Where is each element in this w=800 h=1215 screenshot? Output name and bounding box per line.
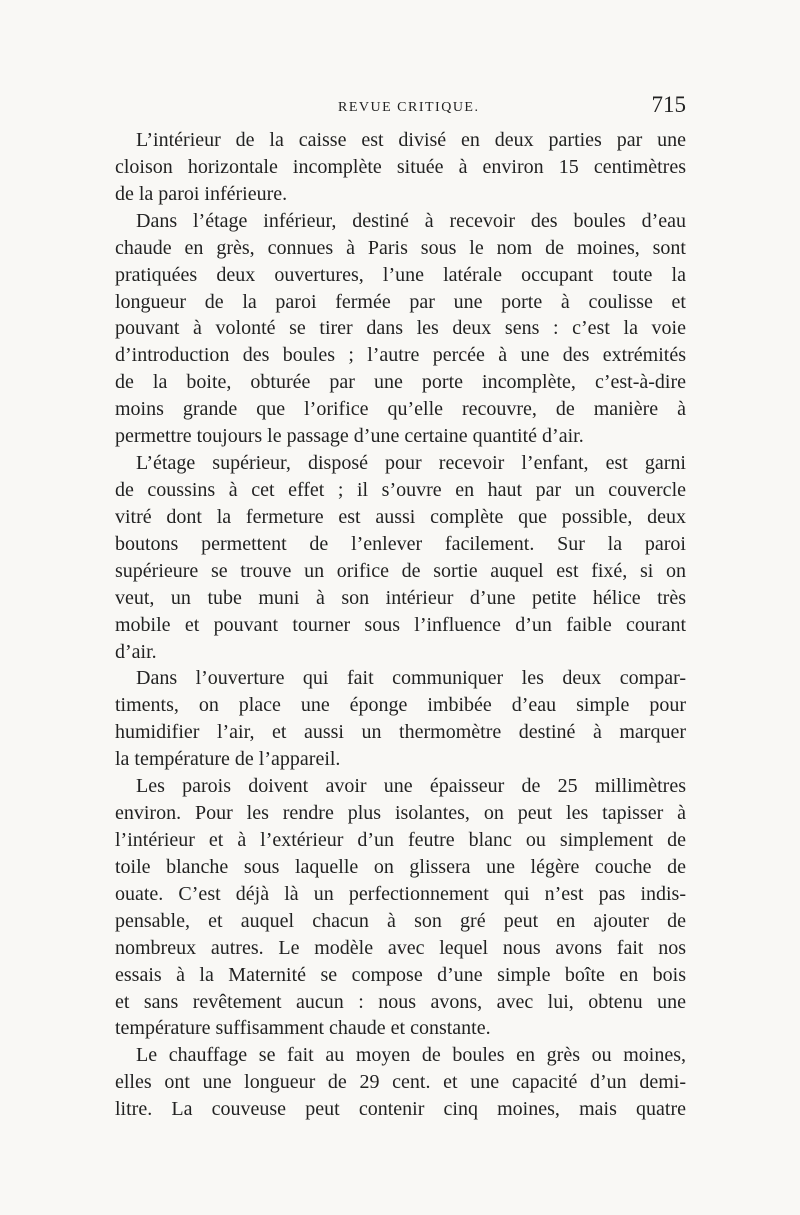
text-line: de la boite, obturée par une porte incomplète, c’est-à-dire — [115, 371, 686, 394]
text-line: mobile et pouvant tourner sous l’influence d’un faible courant — [115, 613, 686, 636]
text-line: supérieure se trouve un orifice de sortie auquel est fixé, si on — [115, 559, 686, 582]
text-line: boutons permettent de l’enlever facilement. Sur la paroi — [115, 532, 686, 555]
text-line: température suffisamment chaude et constante. — [115, 1017, 491, 1040]
text-line: elles ont une longueur de 29 cent. et une capacité d’un demi- — [115, 1071, 686, 1094]
text-line: Dans l’ouverture qui fait communiquer les deux compar- — [136, 667, 686, 690]
body-text — [115, 127, 686, 1123]
text-line: humidifier l’air, et aussi un thermomètre destiné à marquer — [115, 721, 686, 744]
text-line: de coussins à cet effet ; il s’ouvre en haut par un couvercle — [115, 478, 686, 501]
text-line: longueur de la paroi fermée par une porte à coulisse et — [115, 290, 686, 313]
text-line: d’air. — [115, 640, 157, 663]
text-line: L’intérieur de la caisse est divisé en deux parties par une — [136, 129, 686, 151]
text-line: la température de l’appareil. — [115, 748, 341, 771]
text-line: Dans l’étage inférieur, destiné à recevoir des boules d’eau — [136, 209, 686, 232]
text-line: pouvant à volonté se tirer dans les deux sens : c’est la voie — [115, 317, 686, 340]
text-line: litre. La couveuse peut contenir cinq moines, mais quatre — [115, 1098, 686, 1121]
text-line: permettre toujours le passage d’une certaine quantité d’air. — [115, 425, 584, 448]
text-line: ouate. C’est déjà là un perfectionnement qui n’est pas indis- — [115, 882, 686, 905]
text-line: pratiquées deux ouvertures, l’une latérale occupant toute la — [115, 263, 686, 286]
running-title: REVUE CRITIQUE. — [338, 100, 480, 115]
page-number: 715 — [651, 92, 686, 117]
text-line: vitré dont la fermeture est aussi complète que possible, deux — [115, 505, 686, 528]
text-line: nombreux autres. Le modèle avec lequel nous avons fait nos — [115, 936, 686, 959]
text-line: l’intérieur et à l’extérieur d’un feutre blanc ou simplement de — [115, 828, 686, 851]
text-line: Le chauffage se fait au moyen de boules en grès ou moines, — [136, 1044, 686, 1067]
text-line: chaude en grès, connues à Paris sous le nom de moines, sont — [115, 236, 686, 259]
text-line: environ. Pour les rendre plus isolantes, on peut les tapisser à — [115, 802, 686, 825]
text-line: toile blanche sous laquelle on glissera une légère couche de — [115, 855, 686, 878]
text-line: moins grande que l’orifice qu’elle recouvre, de manière à — [115, 398, 686, 421]
running-head — [108, 92, 686, 122]
text-line: cloison horizontale incomplète située à environ 15 centimètres — [115, 155, 686, 178]
text-line: pensable, et auquel chacun à son gré peut en ajouter de — [115, 909, 686, 932]
text-line: veut, un tube muni à son intérieur d’une petite hélice très — [115, 586, 686, 609]
text-line: et sans revêtement aucun : nous avons, avec lui, obtenu une — [115, 990, 686, 1013]
text-line: essais à la Maternité se compose d’une simple boîte en bois — [115, 963, 686, 986]
text-line: Les parois doivent avoir une épaisseur de 25 millimètres — [136, 775, 686, 798]
text-line: timents, on place une éponge imbibée d’eau simple pour — [115, 694, 686, 717]
text-line: d’introduction des boules ; l’autre percée à une des extrémités — [115, 344, 686, 367]
text-line: de la paroi inférieure. — [115, 182, 288, 205]
text-line: L’étage supérieur, disposé pour recevoir l’enfant, est garni — [136, 452, 686, 475]
